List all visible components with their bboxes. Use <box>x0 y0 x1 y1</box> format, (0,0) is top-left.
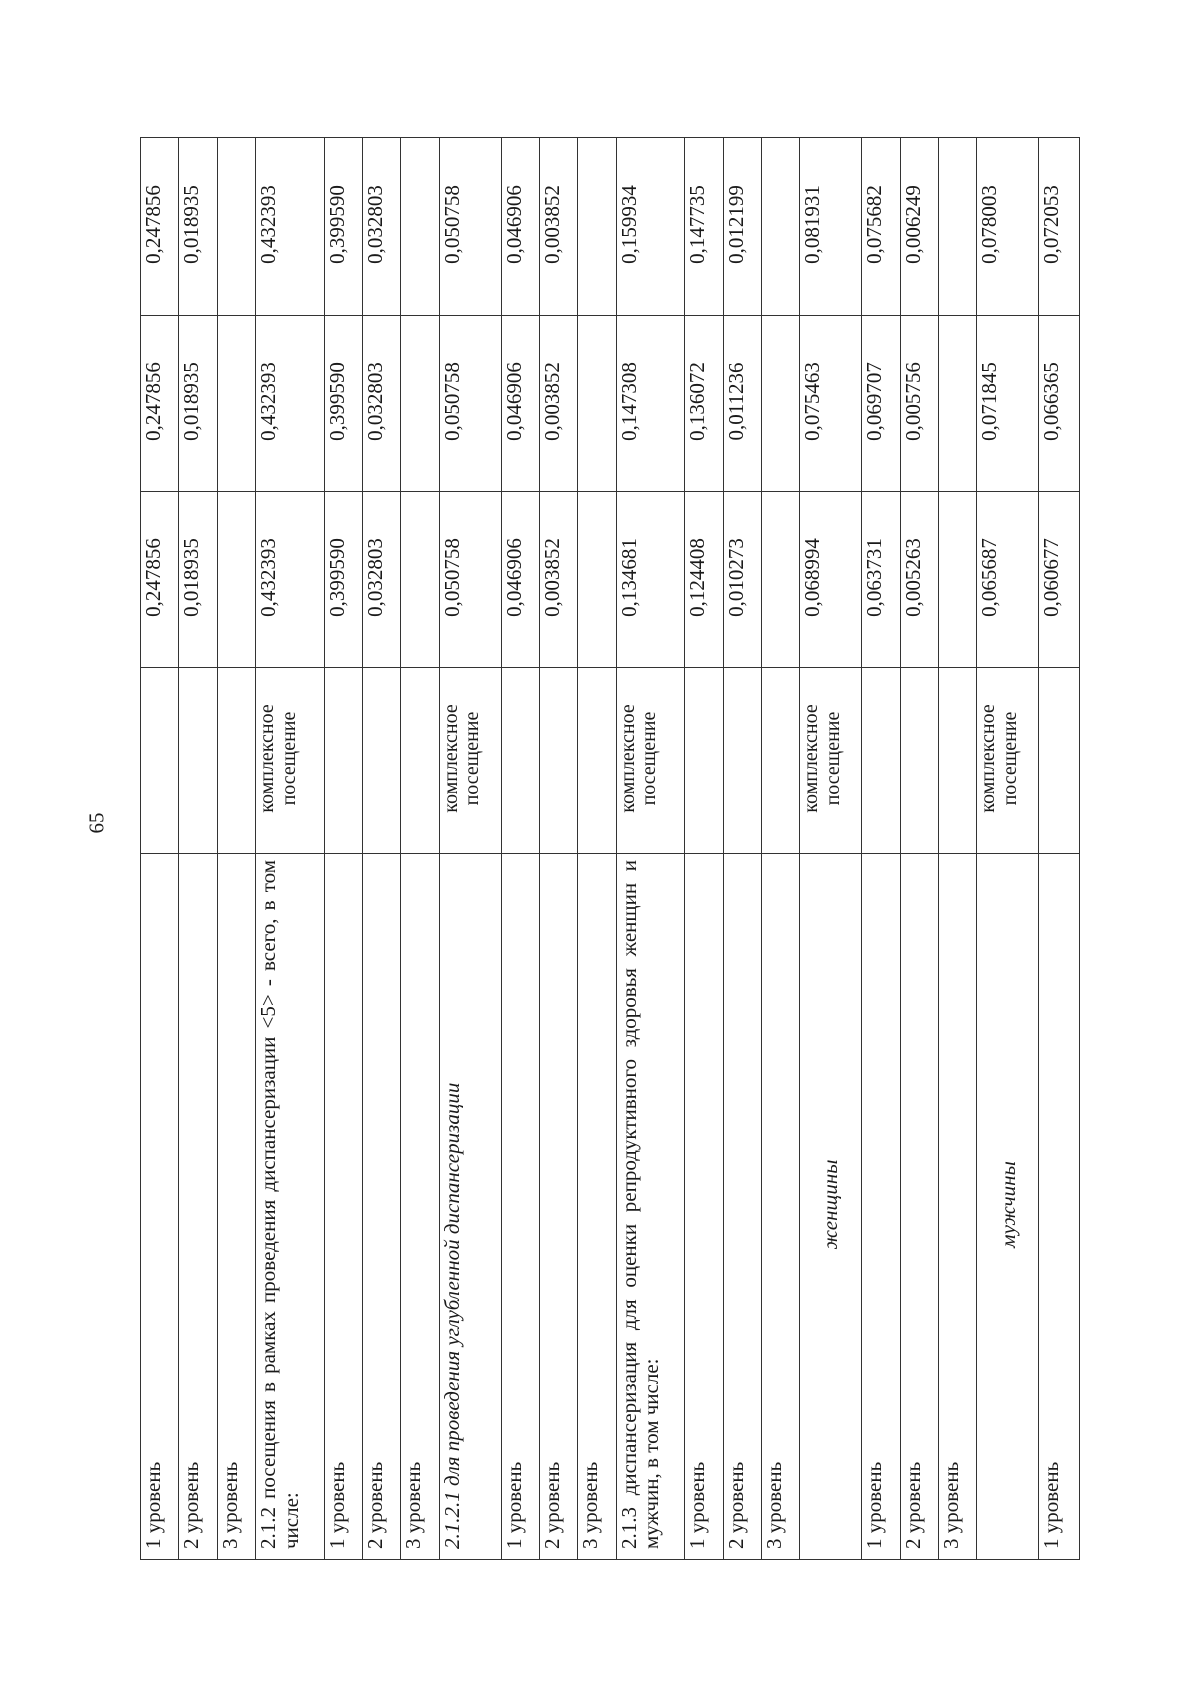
unit-cell <box>501 668 539 854</box>
unit-cell: комплексное посещение <box>800 668 862 854</box>
row-label: 1 уровень <box>324 1461 349 1549</box>
unit-cell <box>761 668 799 854</box>
value-cell-3: 0,081931 <box>800 138 862 316</box>
row-label: 3 уровень <box>578 1461 603 1549</box>
unit-cell <box>401 668 439 854</box>
unit-cell <box>900 668 938 854</box>
value-cell-3: 0,078003 <box>977 138 1039 316</box>
value-cell-3: 0,003852 <box>540 138 578 316</box>
table-row <box>362 138 400 1560</box>
unit-cell <box>1039 668 1080 854</box>
value-cell-2: 0,147308 <box>616 316 684 492</box>
row-label: 2.1.3 диспансеризация для оценки репродуктивного здоровья женщин и мужчин, в том числе: <box>616 860 664 1549</box>
value-cell-1 <box>578 492 616 668</box>
table-row <box>900 138 938 1560</box>
name-cell <box>939 854 977 1560</box>
value-cell-2 <box>401 316 439 492</box>
value-cell-1: 0,247856 <box>141 492 179 668</box>
unit-cell <box>578 668 616 854</box>
value-cell-2: 0,046906 <box>501 316 539 492</box>
value-cell-1: 0,065687 <box>977 492 1039 668</box>
row-label: 2.1.2.1 для проведения углубленной диспансеризации <box>439 1082 464 1549</box>
name-cell <box>501 854 539 1560</box>
value-cell-2 <box>761 316 799 492</box>
value-cell-2: 0,069707 <box>862 316 900 492</box>
row-label: 2 уровень <box>900 1461 925 1549</box>
value-cell-1: 0,063731 <box>862 492 900 668</box>
name-cell <box>362 854 400 1560</box>
value-cell-2: 0,050758 <box>439 316 501 492</box>
row-label: 3 уровень <box>401 1461 426 1549</box>
value-cell-1: 0,050758 <box>439 492 501 668</box>
table-row <box>800 138 862 1560</box>
page-number: 65 <box>84 812 109 834</box>
value-cell-1: 0,010273 <box>723 492 761 668</box>
norms-table <box>140 137 1080 1560</box>
value-cell-1 <box>401 492 439 668</box>
table-row <box>761 138 799 1560</box>
name-cell <box>141 854 179 1560</box>
value-cell-3 <box>761 138 799 316</box>
unit-cell <box>217 668 255 854</box>
value-cell-1: 0,018935 <box>179 492 217 668</box>
row-label: мужчины <box>995 1161 1020 1248</box>
value-cell-1: 0,003852 <box>540 492 578 668</box>
table-row <box>324 138 362 1560</box>
value-cell-3: 0,046906 <box>501 138 539 316</box>
name-cell <box>401 854 439 1560</box>
value-cell-3: 0,018935 <box>179 138 217 316</box>
value-cell-3: 0,432393 <box>256 138 324 316</box>
name-cell <box>761 854 799 1560</box>
value-cell-1 <box>217 492 255 668</box>
value-cell-2: 0,018935 <box>179 316 217 492</box>
table-row <box>501 138 539 1560</box>
row-label: 1 уровень <box>141 1461 165 1549</box>
row-label: 1 уровень <box>862 1461 887 1549</box>
name-cell <box>1039 854 1080 1560</box>
row-label: 2 уровень <box>179 1461 204 1549</box>
value-cell-2: 0,247856 <box>141 316 179 492</box>
table-container <box>140 138 1080 1560</box>
name-cell <box>900 854 938 1560</box>
table-row <box>1039 138 1080 1560</box>
name-cell <box>685 854 723 1560</box>
unit-cell: комплексное посещение <box>439 668 501 854</box>
table-row <box>179 138 217 1560</box>
name-cell <box>862 854 900 1560</box>
name-cell <box>217 854 255 1560</box>
table-row <box>578 138 616 1560</box>
value-cell-2: 0,399590 <box>324 316 362 492</box>
row-label: 3 уровень <box>939 1461 963 1549</box>
value-cell-1: 0,399590 <box>324 492 362 668</box>
table-row <box>685 138 723 1560</box>
table-row <box>217 138 255 1560</box>
value-cell-2: 0,071845 <box>977 316 1039 492</box>
unit-cell <box>540 668 578 854</box>
table-row <box>540 138 578 1560</box>
value-cell-1: 0,046906 <box>501 492 539 668</box>
value-cell-2: 0,032803 <box>362 316 400 492</box>
value-cell-3: 0,399590 <box>324 138 362 316</box>
value-cell-1: 0,068994 <box>800 492 862 668</box>
value-cell-2: 0,005756 <box>900 316 938 492</box>
table-row <box>939 138 977 1560</box>
name-cell <box>540 854 578 1560</box>
value-cell-3: 0,147735 <box>685 138 723 316</box>
table-row <box>616 138 684 1560</box>
row-label: женщины <box>818 1159 843 1250</box>
value-cell-1: 0,060677 <box>1039 492 1080 668</box>
row-label: 1 уровень <box>1039 1461 1064 1549</box>
value-cell-2 <box>217 316 255 492</box>
table-row <box>141 138 179 1560</box>
value-cell-1: 0,134681 <box>616 492 684 668</box>
value-cell-2 <box>578 316 616 492</box>
row-label: 2.1.2 посещения в рамках проведения диспансеризации <5> - всего, в том числе: <box>256 860 303 1549</box>
table-row <box>977 138 1039 1560</box>
name-cell <box>800 854 862 1560</box>
value-cell-3: 0,032803 <box>362 138 400 316</box>
unit-cell <box>141 668 179 854</box>
unit-cell <box>362 668 400 854</box>
unit-cell <box>723 668 761 854</box>
name-cell <box>723 854 761 1560</box>
table-row <box>862 138 900 1560</box>
name-cell <box>179 854 217 1560</box>
value-cell-3: 0,050758 <box>439 138 501 316</box>
table-row <box>723 138 761 1560</box>
row-label: 2 уровень <box>723 1461 748 1549</box>
table-row <box>256 138 324 1560</box>
value-cell-1 <box>939 492 977 668</box>
row-label: 1 уровень <box>501 1461 526 1549</box>
value-cell-2: 0,066365 <box>1039 316 1080 492</box>
unit-cell <box>862 668 900 854</box>
name-cell <box>578 854 616 1560</box>
value-cell-2: 0,075463 <box>800 316 862 492</box>
value-cell-3: 0,012199 <box>723 138 761 316</box>
name-cell <box>439 854 501 1560</box>
row-label: 3 уровень <box>761 1461 786 1549</box>
value-cell-2: 0,432393 <box>256 316 324 492</box>
value-cell-2: 0,136072 <box>685 316 723 492</box>
name-cell <box>616 854 684 1560</box>
name-cell <box>256 854 324 1560</box>
value-cell-1: 0,432393 <box>256 492 324 668</box>
value-cell-2: 0,003852 <box>540 316 578 492</box>
unit-cell <box>324 668 362 854</box>
name-cell <box>977 854 1039 1560</box>
table-row <box>439 138 501 1560</box>
table-row <box>401 138 439 1560</box>
value-cell-3 <box>939 138 977 316</box>
row-label: 2 уровень <box>362 1461 387 1549</box>
value-cell-1: 0,124408 <box>685 492 723 668</box>
unit-cell: комплексное посещение <box>256 668 324 854</box>
unit-cell: комплексное посещение <box>977 668 1039 854</box>
value-cell-3 <box>217 138 255 316</box>
unit-cell <box>685 668 723 854</box>
row-label: 2 уровень <box>540 1461 564 1549</box>
value-cell-3: 0,006249 <box>900 138 938 316</box>
value-cell-3: 0,247856 <box>141 138 179 316</box>
name-cell <box>324 854 362 1560</box>
row-label: 3 уровень <box>217 1461 242 1549</box>
value-cell-2: 0,011236 <box>723 316 761 492</box>
value-cell-1: 0,005263 <box>900 492 938 668</box>
value-cell-1 <box>761 492 799 668</box>
value-cell-3 <box>578 138 616 316</box>
unit-cell: комплексное посещение <box>616 668 684 854</box>
value-cell-3: 0,159934 <box>616 138 684 316</box>
value-cell-2 <box>939 316 977 492</box>
row-label: 1 уровень <box>685 1461 710 1549</box>
value-cell-3: 0,075682 <box>862 138 900 316</box>
unit-cell <box>939 668 977 854</box>
value-cell-3: 0,072053 <box>1039 138 1080 316</box>
unit-cell <box>179 668 217 854</box>
value-cell-3 <box>401 138 439 316</box>
value-cell-1: 0,032803 <box>362 492 400 668</box>
